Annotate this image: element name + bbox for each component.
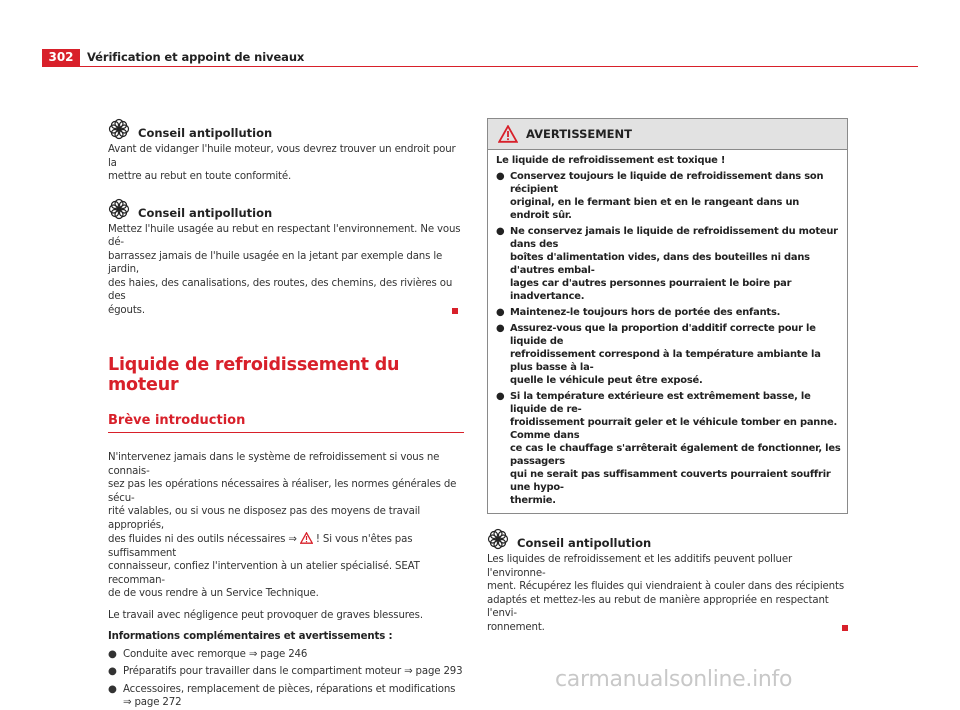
flower-icon — [487, 528, 509, 550]
end-of-section-marker — [452, 308, 458, 314]
bullet: ● — [108, 648, 117, 660]
end-of-section-marker — [842, 625, 848, 631]
warning-item: ● Maintenez-le toujours hors de portée des enfants. — [496, 307, 781, 318]
warning-intro: Le liquide de refroidissement est toxique ! — [496, 155, 726, 166]
info-heading: Informations complémentaires et avertissements : — [108, 631, 393, 642]
env-note-header — [108, 118, 464, 140]
left-column — [108, 118, 464, 710]
env-note-title: Conseil antipollution — [517, 536, 652, 550]
flower-icon — [108, 118, 130, 140]
list-item — [108, 648, 464, 662]
warning-header — [488, 119, 847, 150]
header-rule — [42, 66, 918, 67]
env-note-header — [108, 198, 464, 220]
list-item — [108, 683, 464, 710]
warning-title: AVERTISSEMENT — [526, 127, 633, 141]
env-note-text: Mettez l'huile usagée au rebut en respectant l'environnement. Ne vous dé- barrassez jamais de l'huile usagée en la jetant par exemple dans le jardin, des haies, des canalisations, des routes, des chemins, des rivières ou des égouts. — [108, 223, 461, 316]
list-item — [108, 665, 464, 679]
bullet: ● — [496, 226, 505, 237]
env-note-title: Conseil antipollution — [138, 205, 273, 220]
warning-triangle-icon — [498, 125, 518, 143]
right-column — [487, 118, 848, 634]
warning-triangle-icon[interactable] — [300, 532, 313, 544]
warning-item: ● Conservez toujours le liquide de refroidissement dans son récipient original, en le fermant bien et en le rangeant dans un endroit sûr. — [496, 171, 824, 221]
bullet: ● — [108, 666, 117, 677]
intro-paragraph: N'intervenez jamais dans le système de refroidissement si vous ne connais- sez pas les opérations nécessaires à réaliser, les normes générales de sécu- rité valables, ou si vous ne disposez pas des moyens de travail appropriés, des fluides ni des outils nécessaires ⇒ ! Si vous n'êtes pas suffisamment connaisseur, confiez l'intervention à un atelier spécialisé. SEAT recomman- de de vous rendre à un Service Technique. — [108, 452, 457, 599]
flower-icon — [108, 198, 130, 220]
bullet: ● — [496, 391, 505, 402]
warning-box — [487, 118, 848, 514]
list-item-text[interactable]: Accessoires, remplacement de pièces, réparations et modifications ⇒ page 272 — [123, 683, 456, 708]
section-title: Liquide de refroidissement du moteur — [108, 355, 400, 395]
list-item-text[interactable]: Préparatifs pour travailler dans le compartiment moteur ⇒ page 293 — [123, 666, 463, 677]
bullet: ● — [496, 171, 505, 182]
env-note-title: Conseil antipollution — [138, 126, 273, 140]
page-number: 302 — [42, 49, 80, 66]
bullet: ● — [496, 323, 505, 334]
warning-body — [488, 150, 847, 513]
subsection-title: Brève introduction — [108, 413, 246, 428]
env-note-text: Les liquides de refroidissement et les additifs peuvent polluer l'environne- ment. Récupérez les fluides qui viendraient à couler dans des récipients adaptés et mettez-les au rebut de manière appropriée en respectant l'envi- ronnement. — [487, 554, 844, 633]
env-note-header — [487, 528, 848, 550]
warning-paragraph: Le travail avec négligence peut provoquer de graves blessures. — [108, 609, 423, 621]
watermark: carmanualsonline.info — [555, 667, 793, 692]
warning-item: ● Si la température extérieure est extrêmement basse, le liquide de re- froidissement pourrait geler et le véhicule tomber en panne. Comme dans ce cas le chauffage s'arrêterait également de fonctionner, les passagers qui ne serait pas suffisamment couverts pourraient souffrir une hypo- thermie. — [496, 391, 841, 506]
env-note-text: Avant de vidanger l'huile moteur, vous devrez trouver un endroit pour la mettre au rebut en toute conformité. — [108, 144, 456, 182]
chapter-title: Vérification et appoint de niveaux — [87, 50, 305, 64]
warning-item: ● Assurez-vous que la proportion d'additif correcte pour le liquide de refroidissement correspond à la température ambiante la plus basse à la- quelle le véhicule peut être exposé. — [496, 323, 821, 386]
warning-item: ● Ne conservez jamais le liquide de refroidissement du moteur dans des boîtes d'alimentation vides, dans des bouteilles ni dans d'autres embal- lages car d'autres personnes pourraient le boire par inadvertance. — [496, 226, 838, 302]
bullet: ● — [496, 307, 505, 318]
list-item-text[interactable]: Conduite avec remorque ⇒ page 246 — [123, 648, 308, 660]
bullet: ● — [108, 683, 117, 695]
